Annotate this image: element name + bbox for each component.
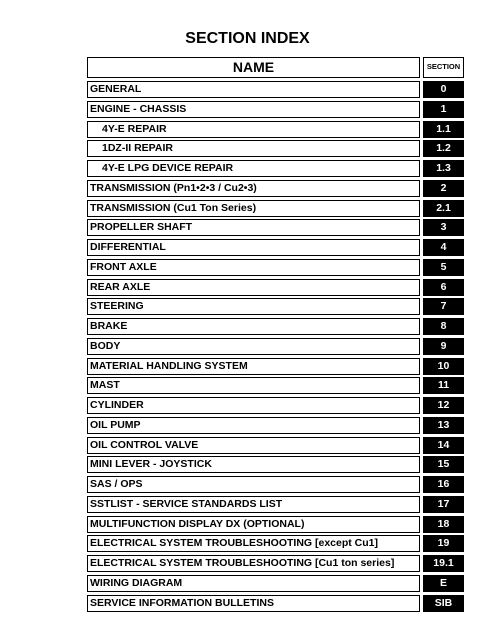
section-number[interactable]: 16 bbox=[423, 476, 464, 493]
section-number[interactable]: 4 bbox=[423, 239, 464, 256]
section-name[interactable]: MAST bbox=[87, 377, 420, 394]
section-row[interactable] bbox=[0, 200, 495, 217]
section-number[interactable]: 2 bbox=[423, 180, 464, 197]
section-name[interactable]: 4Y-E REPAIR bbox=[87, 121, 420, 138]
column-header-name: NAME bbox=[87, 57, 420, 78]
section-name[interactable]: ELECTRICAL SYSTEM TROUBLESHOOTING [except Cu1] bbox=[87, 535, 420, 552]
section-number[interactable]: 13 bbox=[423, 417, 464, 434]
section-name[interactable]: GENERAL bbox=[87, 81, 420, 98]
section-row[interactable] bbox=[0, 160, 495, 177]
section-number[interactable]: 17 bbox=[423, 496, 464, 513]
section-number[interactable]: 19 bbox=[423, 535, 464, 552]
section-name[interactable]: FRONT AXLE bbox=[87, 259, 420, 276]
section-number[interactable]: 5 bbox=[423, 259, 464, 276]
section-row[interactable] bbox=[0, 397, 495, 414]
section-name[interactable]: MULTIFUNCTION DISPLAY DX (OPTIONAL) bbox=[87, 516, 420, 533]
section-number[interactable]: 10 bbox=[423, 358, 464, 375]
section-name[interactable]: OIL PUMP bbox=[87, 417, 420, 434]
section-row[interactable] bbox=[0, 219, 495, 236]
section-row[interactable] bbox=[0, 437, 495, 454]
section-row[interactable] bbox=[0, 318, 495, 335]
section-number[interactable]: 11 bbox=[423, 377, 464, 394]
section-row[interactable] bbox=[0, 338, 495, 355]
section-number[interactable]: 15 bbox=[423, 456, 464, 473]
section-name[interactable]: DIFFERENTIAL bbox=[87, 239, 420, 256]
section-name[interactable]: STEERING bbox=[87, 298, 420, 315]
section-row[interactable] bbox=[0, 377, 495, 394]
section-number[interactable]: 1.1 bbox=[423, 121, 464, 138]
section-row[interactable] bbox=[0, 180, 495, 197]
section-name[interactable]: ELECTRICAL SYSTEM TROUBLESHOOTING [Cu1 ton series] bbox=[87, 555, 420, 572]
section-number[interactable]: E bbox=[423, 575, 464, 592]
section-number[interactable]: 6 bbox=[423, 279, 464, 296]
section-name[interactable]: SAS / OPS bbox=[87, 476, 420, 493]
section-row[interactable] bbox=[0, 239, 495, 256]
page-title: SECTION INDEX bbox=[185, 30, 310, 47]
section-name[interactable]: MINI LEVER - JOYSTICK bbox=[87, 456, 420, 473]
section-name[interactable]: SERVICE INFORMATION BULLETINS bbox=[87, 595, 420, 612]
section-row[interactable] bbox=[0, 259, 495, 276]
section-number[interactable]: 0 bbox=[423, 81, 464, 98]
section-name[interactable]: OIL CONTROL VALVE bbox=[87, 437, 420, 454]
section-name[interactable]: BODY bbox=[87, 338, 420, 355]
section-row[interactable] bbox=[0, 496, 495, 513]
section-row[interactable] bbox=[0, 476, 495, 493]
section-row[interactable] bbox=[0, 555, 495, 572]
section-row[interactable] bbox=[0, 358, 495, 375]
section-row[interactable] bbox=[0, 575, 495, 592]
section-name[interactable]: BRAKE bbox=[87, 318, 420, 335]
section-name[interactable]: SSTLIST - SERVICE STANDARDS LIST bbox=[87, 496, 420, 513]
section-name[interactable]: WIRING DIAGRAM bbox=[87, 575, 420, 592]
section-number[interactable]: 18 bbox=[423, 516, 464, 533]
section-row[interactable] bbox=[0, 298, 495, 315]
section-row[interactable] bbox=[0, 417, 495, 434]
section-name[interactable]: MATERIAL HANDLING SYSTEM bbox=[87, 358, 420, 375]
section-number[interactable]: 2.1 bbox=[423, 200, 464, 217]
section-name[interactable]: 1DZ-II REPAIR bbox=[87, 140, 420, 157]
section-row[interactable] bbox=[0, 101, 495, 118]
section-number[interactable]: 1.3 bbox=[423, 160, 464, 177]
section-number[interactable]: 1.2 bbox=[423, 140, 464, 157]
section-row[interactable] bbox=[0, 595, 495, 612]
section-name[interactable]: 4Y-E LPG DEVICE REPAIR bbox=[87, 160, 420, 177]
section-row[interactable] bbox=[0, 121, 495, 138]
section-name[interactable]: ENGINE - CHASSIS bbox=[87, 101, 420, 118]
section-number[interactable]: 7 bbox=[423, 298, 464, 315]
section-name[interactable]: TRANSMISSION (Pn1•2•3 / Cu2•3) bbox=[87, 180, 420, 197]
section-row[interactable] bbox=[0, 516, 495, 533]
section-row[interactable] bbox=[0, 81, 495, 98]
section-number[interactable]: 12 bbox=[423, 397, 464, 414]
section-number[interactable]: SIB bbox=[423, 595, 464, 612]
column-header-section: SECTION bbox=[423, 57, 464, 78]
section-name[interactable]: REAR AXLE bbox=[87, 279, 420, 296]
section-name[interactable]: PROPELLER SHAFT bbox=[87, 219, 420, 236]
section-row[interactable] bbox=[0, 279, 495, 296]
section-number[interactable]: 8 bbox=[423, 318, 464, 335]
section-number[interactable]: 19.1 bbox=[423, 555, 464, 572]
section-row[interactable] bbox=[0, 535, 495, 552]
section-row[interactable] bbox=[0, 140, 495, 157]
section-number[interactable]: 1 bbox=[423, 101, 464, 118]
section-number[interactable]: 14 bbox=[423, 437, 464, 454]
section-name[interactable]: TRANSMISSION (Cu1 Ton Series) bbox=[87, 200, 420, 217]
section-number[interactable]: 9 bbox=[423, 338, 464, 355]
section-row[interactable] bbox=[0, 456, 495, 473]
section-number[interactable]: 3 bbox=[423, 219, 464, 236]
section-name[interactable]: CYLINDER bbox=[87, 397, 420, 414]
